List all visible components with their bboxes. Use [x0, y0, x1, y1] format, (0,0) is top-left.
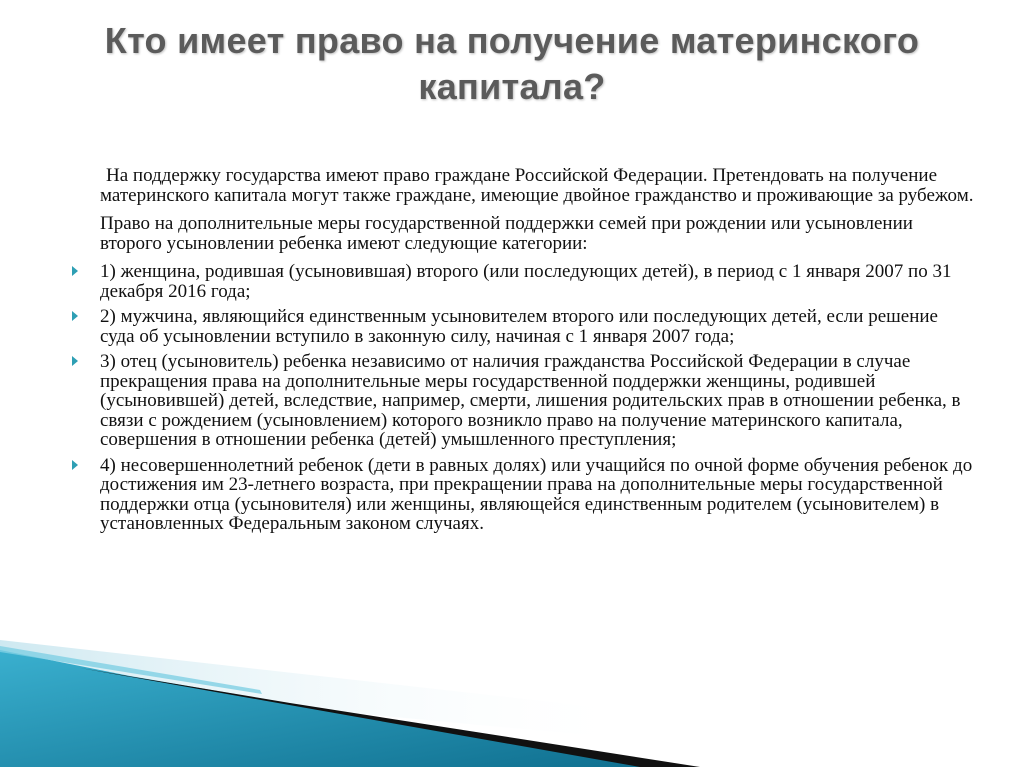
- bullet-arrow-icon: [72, 460, 78, 470]
- slide-title: Кто имеет право на получение материнского капитала?: [104, 20, 920, 107]
- paragraph-categories: Право на дополнительные меры государственной поддержки семей при рождении или усыновлении второго усыновлении ребенка имеют следующие категории:: [100, 213, 913, 254]
- list-item-text: 3) отец (усыновитель) ребенка независимо от наличия гражданства Российской Федерации в случае прекращения права на дополнительные меры государственной поддержки женщины, родившей (усыновившей) детей, вследствие, например, смерти, лишения родительских прав в отношении ребенка, в связи с рождением (усыновлением) которого возникло право на получение материнского капитала, совершения в отношении ребенка (детей) умышленного преступления;: [100, 351, 961, 450]
- bullet-arrow-icon: [72, 356, 78, 366]
- list-item: [70, 307, 975, 346]
- list-item: [70, 352, 975, 450]
- paragraph-intro: На поддержку государства имеют право граждане Российской Федерации. Претендовать на получение материнского капитала могут также граждане, имеющие двойное гражданство и проживающие за рубежом.: [100, 165, 974, 206]
- list-item: [70, 456, 975, 534]
- slide-body: [70, 166, 975, 540]
- list-item: [70, 262, 975, 301]
- bullet-arrow-icon: [72, 311, 78, 321]
- list-item-text: 2) мужчина, являющийся единственным усыновителем второго или последующих детей, если решение суда об усыновлении вступило в законную силу, начиная с 1 января 2007 года;: [100, 306, 938, 347]
- list-item-text: 1) женщина, родившая (усыновившая) второго (или последующих детей), в период с 1 января 2007 по 31 декабря 2016 года;: [100, 261, 952, 302]
- bullet-arrow-icon: [72, 266, 78, 276]
- list-item-text: 4) несовершеннолетний ребенок (дети в равных долях) или учащийся по очной форме обучения ребенок до достижения им 23-летнего возраста, при прекращении права на дополнительные меры государственной поддержки отца (усыновителя) или женщины, являющейся единственным родителем (усыновителем) в установленных Федеральным законом случаях.: [100, 454, 973, 534]
